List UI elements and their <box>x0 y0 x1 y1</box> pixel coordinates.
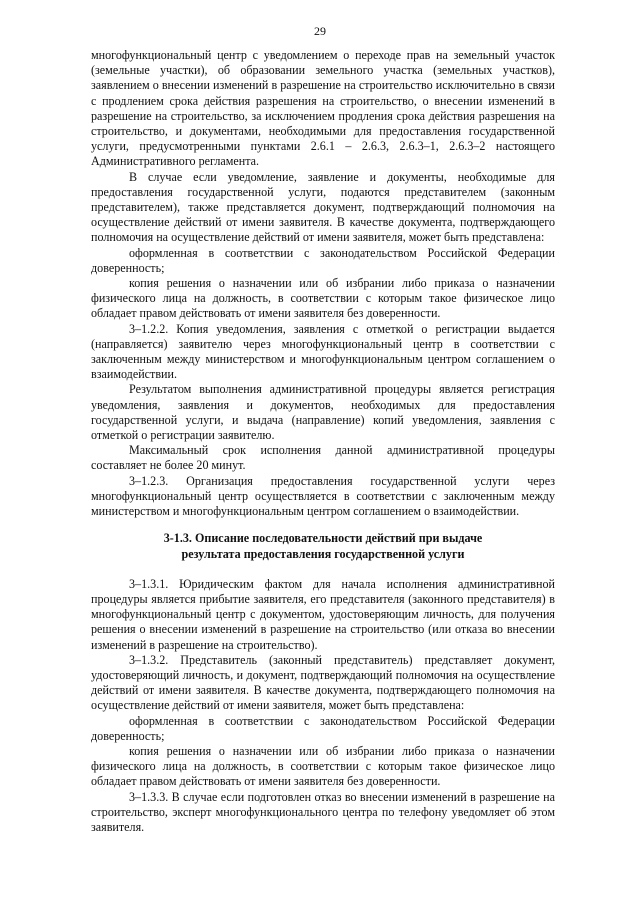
section-heading <box>91 531 555 561</box>
paragraph: копия решения о назначении или об избрании либо приказа о назначении физического лица на должность, в соответствии с которым такое физическое лицо обладает правом действовать от имени заявителя без доверенности. <box>91 276 555 321</box>
paragraph: Максимальный срок исполнения данной административной процедуры составляет не более 20 минут. <box>91 443 555 473</box>
paragraph: копия решения о назначении или об избрании либо приказа о назначении физического лица на должность, в соответствии с которым такое физическое лицо обладает правом действовать от имени заявителя без доверенности. <box>91 743 555 789</box>
paragraph: 3–1.2.2. Копия уведомления, заявления с отметкой о регистрации выдается (направляется) заявителю через многофункциональный центр в соответствии с заключенным между министерством и многофункциональным центром соглашением о взаимодействии. <box>91 321 555 382</box>
paragraph: Результатом выполнения административной процедуры является регистрация уведомления, заявления и документов, необходимых для предоставления государственной услуги, и выдача (направление) копий уведомления, заявления с отметкой о регистрации заявителю. <box>91 382 555 443</box>
section-heading-line: 3-1.3. Описание последовательности действий при выдаче <box>163 531 483 546</box>
paragraph: оформленная в соответствии с законодательством Российской Федерации доверенность; <box>91 713 555 743</box>
page-number: 29 <box>314 24 326 38</box>
paragraph: 3–1.2.3. Организация предоставления государственной услуги через многофункциональный центр осуществляется в соответствии с заключенным между министерством и многофункциональным центром соглашением о взаимодействии. <box>91 473 555 519</box>
section-heading-line: результата предоставления государственной услуги <box>181 546 465 561</box>
document-body <box>91 48 555 835</box>
paragraph: 3–1.3.3. В случае если подготовлен отказ во внесении изменений в разрешение на строительство, эксперт многофункционального центра по телефону уведомляет об этом заявителя. <box>91 789 555 834</box>
paragraph: 3–1.3.2. Представитель (законный представитель) представляет документ, удостоверяющий личность, и документ, подтверждающий полномочия на осуществление действий от имени заявителя. В качестве документа, подтверждающего полномочия на осуществление действий от имени заявителя, может быть представлена: <box>91 652 555 713</box>
paragraph: многофункциональный центр с уведомлением о переходе прав на земельный участок (земельные участки), об образовании земельного участка (земельных участков), заявлением о внесении изменений в разрешение на строительство исключительно в связи с продлением срока действия разрешения на строительство, о внесении изменений в разрешение на строительство, за исключением продления срока действия разрешения на строительство, и документами, необходимыми для предоставления государственной услуги, предусмотренными пунктами 2.6.1 – 2.6.3, 2.6.3–1, 2.6.3–2 настоящего Административного регламента. <box>91 48 555 169</box>
paragraph: В случае если уведомление, заявление и документы, необходимые для предоставления государственной услуги, подаются представителем (законным представителем), также представляется документ, подтверждающий полномочия на осуществление действий от имени заявителя. В качестве документа, подтверждающего полномочия на осуществление действий от имени заявителя, может быть представлена: <box>91 169 555 245</box>
paragraph: 3–1.3.1. Юридическим фактом для начала исполнения административной процедуры является прибытие заявителя, его представителя (законного представителя) в многофункциональный центр с документом, удостоверяющим личность, для получения решения о внесении изменений в разрешение на строительство (или отказа во внесении изменений в разрешение на строительство). <box>91 576 555 652</box>
paragraph: оформленная в соответствии с законодательством Российской Федерации доверенность; <box>91 245 555 275</box>
